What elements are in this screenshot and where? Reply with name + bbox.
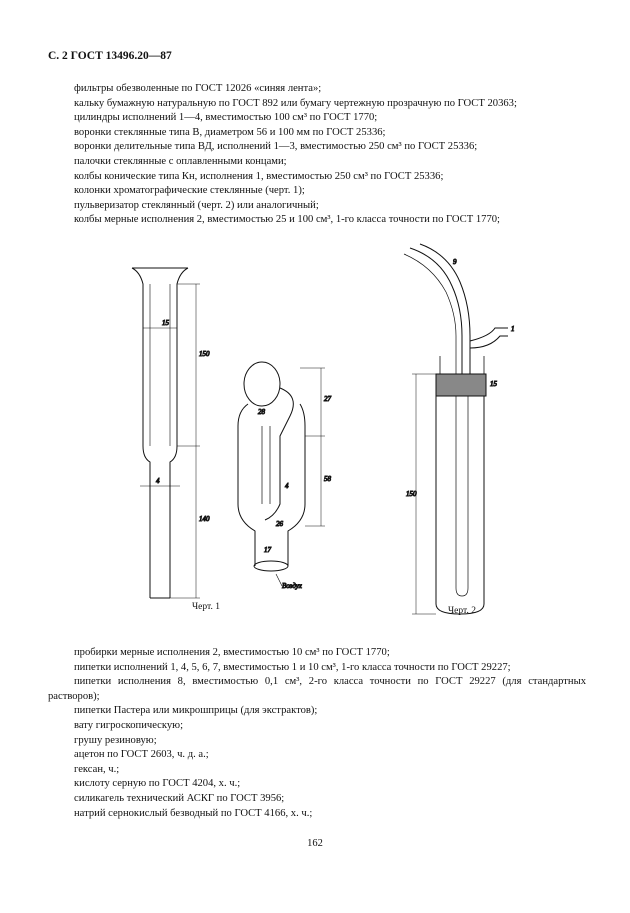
list-item: воронки делительные типа ВД, исполнений 1—3, вместимостью 250 см³ по ГОСТ 25336; bbox=[74, 141, 478, 153]
list-item: пульверизатор стеклянный (черт. 2) или аналогичный; bbox=[74, 199, 319, 211]
list-item: колонки хроматографические стеклянные (черт. 1); bbox=[74, 185, 305, 197]
list-item: цилиндры исполнений 1—4, вместимостью 100 см³ по ГОСТ 1770; bbox=[74, 112, 378, 124]
dim-15: 15 bbox=[162, 319, 169, 327]
list-item: гексан, ч.; bbox=[74, 763, 120, 775]
list-item: кальку бумажную натуральную по ГОСТ 892 или бумагу чертежную прозрачную по ГОСТ 20363; bbox=[74, 97, 517, 109]
dim-28: 28 bbox=[258, 408, 265, 416]
equipment-list-bottom bbox=[48, 646, 586, 821]
sprayer-drawing bbox=[404, 244, 515, 614]
equipment-list-top bbox=[48, 82, 586, 228]
list-item: колбы мерные исполнения 2, вместимостью 25 и 100 см³, 1-го класса точности по ГОСТ 1770; bbox=[74, 214, 500, 226]
chromatographic-column-drawing bbox=[132, 268, 210, 598]
dim-27: 27 bbox=[324, 395, 331, 403]
vessel-drawing bbox=[238, 362, 332, 590]
dim-58: 58 bbox=[324, 475, 331, 483]
list-item: фильтры обезволенные по ГОСТ 12026 «синяя лента»; bbox=[74, 83, 322, 94]
list-item: ацетон по ГОСТ 2603, ч. д. а.; bbox=[74, 749, 209, 761]
list-item: силикагель технический АСКГ по ГОСТ 3956; bbox=[74, 792, 285, 804]
dim-26: 26 bbox=[276, 520, 283, 528]
dim-150-sprayer: 150 bbox=[406, 490, 417, 498]
list-item: воронки стеклянные типа В, диаметром 56 и 100 мм по ГОСТ 25336; bbox=[74, 126, 386, 138]
list-item: вату гигроскопическую; bbox=[74, 719, 184, 731]
dim-15-sprayer: 15 bbox=[490, 380, 497, 388]
dim-9: 9 bbox=[453, 258, 457, 266]
dim-4: 4 bbox=[156, 477, 160, 485]
dim-140: 140 bbox=[199, 515, 210, 523]
page-header: С. 2 ГОСТ 13496.20—87 bbox=[48, 50, 172, 62]
list-item: пипетки исполнения 8, вместимостью 0,1 см³, 2-го класса точности по ГОСТ 29227 (для стандартных растворов); bbox=[48, 676, 586, 702]
list-item: палочки стеклянные с оплавленными концами; bbox=[74, 155, 287, 167]
air-label: Воздух bbox=[282, 582, 302, 590]
list-item: кислоту серную по ГОСТ 4204, х. ч.; bbox=[74, 778, 241, 790]
list-item: пипетки исполнений 1, 4, 5, 6, 7, вместимостью 1 и 10 см³, 1-го класса точности по ГОСТ 29227; bbox=[74, 661, 511, 673]
dim-17: 17 bbox=[264, 546, 271, 554]
list-item: колбы конические типа Кн, исполнения 1, вместимостью 250 см³ по ГОСТ 25336; bbox=[74, 170, 444, 182]
page-number: 162 bbox=[307, 838, 323, 849]
figure-caption-1: Черт. 1 bbox=[192, 602, 220, 612]
list-item: пипетки Пастера или микрошприцы (для экстрактов); bbox=[74, 705, 318, 717]
dim-4-mid: 4 bbox=[285, 482, 289, 490]
technical-drawings bbox=[0, 236, 630, 626]
list-item: пробирки мерные исполнения 2, вместимостью 10 см³ по ГОСТ 1770; bbox=[74, 647, 390, 658]
list-item: грушу резиновую; bbox=[74, 734, 157, 746]
list-item: натрий сернокислый безводный по ГОСТ 4166, х. ч.; bbox=[74, 807, 313, 819]
dim-1: 1 bbox=[511, 325, 515, 333]
dim-150: 150 bbox=[199, 350, 210, 358]
figure-caption-2: Черт. 2 bbox=[448, 606, 476, 616]
